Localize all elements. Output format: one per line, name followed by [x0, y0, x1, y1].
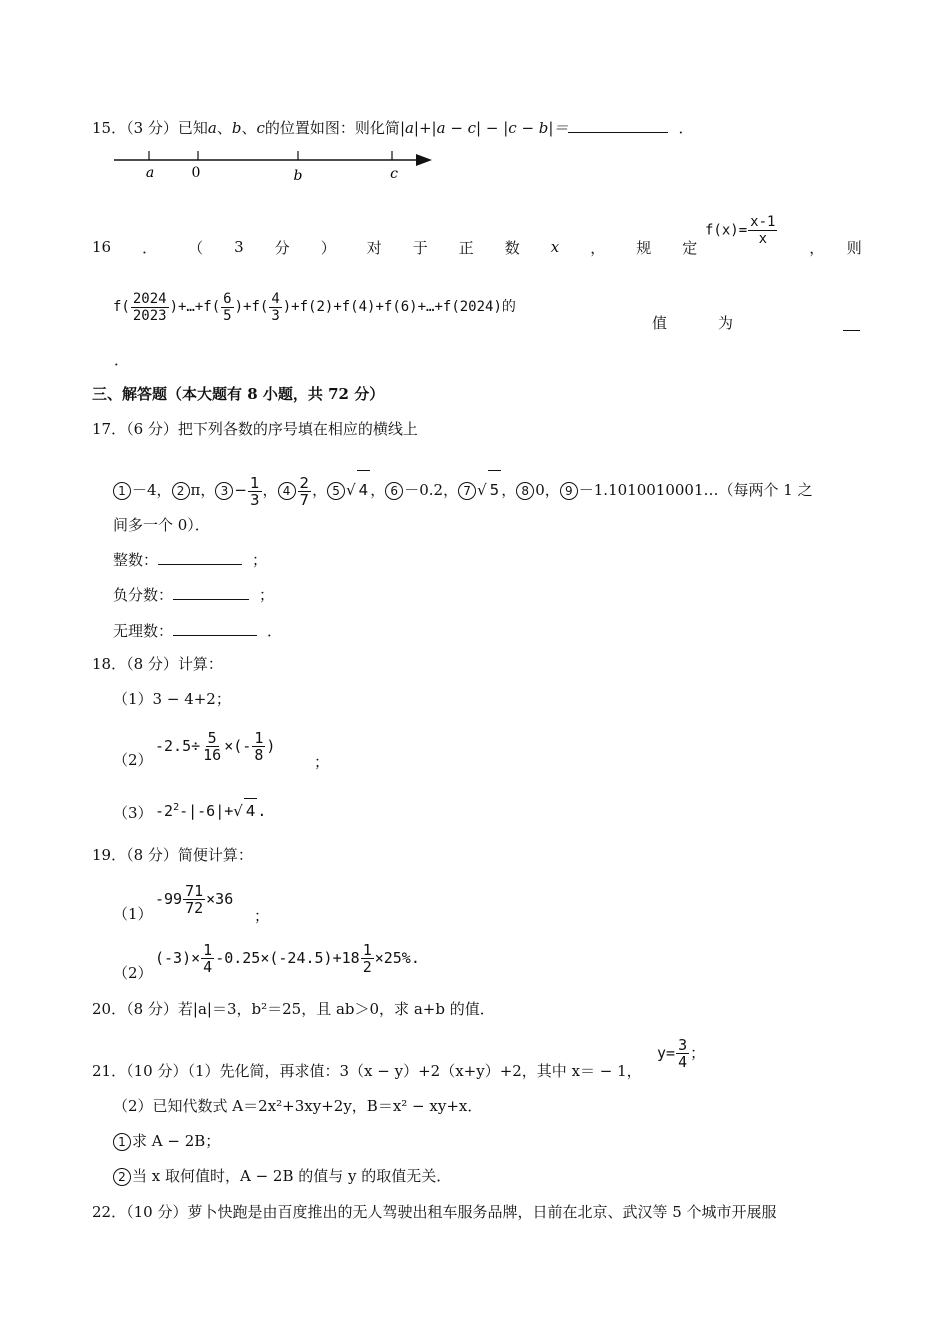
q19-p1-a: -99 — [155, 890, 183, 908]
q15-var-a: a — [207, 119, 217, 137]
q15-var-b: b — [231, 119, 242, 137]
q18-part-2-end: ； — [314, 753, 330, 771]
q17-item-3-mark: 3 — [215, 482, 233, 500]
q17-item-9: －1.1010010001…（每两个 1 之 — [578, 481, 813, 499]
q20-number: 20． — [92, 1000, 127, 1018]
q17-continuation: 间多一个 0）． — [113, 516, 210, 534]
q15-score: （3 分） — [126, 119, 178, 137]
q16-zhi: 值 — [652, 314, 668, 332]
q17-negfrac-end: ； — [259, 586, 275, 604]
q18-p3-a: -2 — [155, 802, 174, 820]
q17-integer-blank[interactable] — [158, 550, 242, 565]
q21-y-value — [657, 1034, 705, 1072]
q16-frac-3-num: 4 — [271, 290, 280, 307]
q17-item-3-num: 1 — [249, 473, 260, 492]
q16-frac-1 — [131, 291, 169, 324]
q17-item-7-radicand: 5 — [488, 470, 502, 509]
q21-sub-2-mark: 2 — [113, 1168, 131, 1186]
q16-word-6: 定 — [682, 238, 698, 257]
q21-y-frac-den: 4 — [678, 1053, 688, 1071]
q17-item-2-mark: 2 — [172, 482, 190, 500]
q15-var-c: c — [256, 119, 265, 137]
q18-text: 计算： — [177, 655, 223, 673]
q22-line — [92, 1202, 777, 1222]
q17-item-1-mark: 1 — [113, 482, 131, 500]
q18-p2-frac-2 — [252, 730, 265, 763]
q19-p2-frac-2 — [361, 942, 374, 975]
q16-expr-tail: )+f(2)+f(4)+f(6)+…+f(2024)的 — [282, 299, 516, 315]
q17-item-3-sep: ， — [262, 481, 278, 499]
q21-part-1-end: ； — [690, 1044, 706, 1062]
q17-number: 17． — [92, 420, 127, 438]
q17-item-9-mark: 9 — [560, 482, 578, 500]
q16-frac-1-den: 2023 — [132, 307, 167, 324]
q17-item-3-neg: − — [234, 481, 247, 499]
q19-number: 19． — [92, 846, 127, 864]
q22-score: （10 分） — [126, 1203, 188, 1221]
axis-arrow — [416, 154, 432, 166]
q19-score: （8 分） — [126, 846, 178, 864]
q18-part-3-label: （3） — [113, 804, 153, 822]
q17-item-3-frac — [248, 475, 262, 508]
q19-p1-frac-den: 72 — [185, 899, 204, 917]
q17-items — [113, 470, 813, 509]
q16-word-2: 于 — [412, 238, 428, 257]
q16-score-open: （ — [188, 238, 204, 257]
q18-p2-c: ) — [266, 737, 276, 755]
q18-p3-radicand: 4 — [244, 798, 258, 823]
q16-frac-3 — [269, 291, 281, 324]
q16-wei: 为 — [718, 314, 734, 332]
q19-p2-frac-2-den: 2 — [362, 958, 372, 976]
q21-y-frac-num: 3 — [678, 1036, 688, 1054]
q16-end: ． — [114, 351, 130, 369]
q21-part-1: （1）先化简，再求值：3（x − y）+2（x+y）+2，其中 x＝ − 1， — [187, 1062, 642, 1080]
q21-sub-2 — [113, 1166, 451, 1186]
q17-negfrac-blank[interactable] — [173, 585, 249, 600]
q16-number: 16 — [92, 238, 112, 256]
q16-f-fraction — [748, 214, 777, 247]
q16-f-num: x-1 — [750, 214, 776, 230]
q18-p3-b: -|-6|+ — [179, 802, 234, 820]
q17-item-7-sep: ， — [501, 481, 517, 499]
q16-frac-2 — [221, 291, 233, 324]
q15-sep2: 、 — [241, 119, 257, 137]
q16-definition — [705, 214, 778, 247]
q17-item-4-frac — [298, 475, 312, 508]
q21-part-2: （2）已知代数式 A＝2x²+3xy+2y，B＝x² − xy+x． — [113, 1097, 483, 1115]
q17-item-5-mark: 5 — [327, 482, 345, 500]
q20-score: （8 分） — [126, 1000, 178, 1018]
q19-p2-frac-2-num: 1 — [362, 941, 372, 959]
q18-number: 18． — [92, 655, 127, 673]
q20-text: 若|a|＝3，b²＝25，且 ab＞0，求 a+b 的值． — [177, 1000, 495, 1018]
q16-frac-3-den: 3 — [271, 307, 280, 324]
q18-p2-a: -2.5÷ — [155, 737, 201, 755]
q18-p2-frac-1-num: 5 — [207, 729, 217, 747]
q15-number-line — [110, 146, 440, 186]
q16-frac-1-num: 2024 — [132, 290, 167, 307]
q18-p2-b: ×(- — [224, 737, 252, 755]
q16-word-5: 规 — [636, 238, 652, 257]
q22-text: 萝卜快跑是由百度推出的无人驾驶出租车服务品牌，日前在北京、武汉等 5 个城市开展服 — [187, 1203, 777, 1221]
q17-item-4-num: 2 — [299, 473, 310, 492]
q18-p2-frac-1 — [201, 730, 223, 763]
q16-word-3: 正 — [458, 238, 474, 257]
q17-integer-end: ； — [252, 551, 268, 569]
q18-score: （8 分） — [126, 655, 178, 673]
q21-sub-1 — [113, 1131, 220, 1151]
q20-line — [92, 999, 495, 1019]
q18-header — [92, 654, 223, 674]
q19-part-1-end: ； — [254, 907, 270, 925]
q21-number: 21． — [92, 1062, 127, 1080]
q16-f-prefix: f(x)= — [705, 222, 748, 239]
q17-integer-row — [113, 550, 267, 570]
q16-word-4: 数 — [504, 238, 520, 257]
q19-header — [92, 845, 253, 865]
q15-sep1: 、 — [216, 119, 232, 137]
q18-p2-frac-1-den: 16 — [203, 746, 222, 764]
q17-negfrac-label: 负分数： — [113, 586, 174, 604]
section-3-heading: 三、解答题（本大题有 8 小题，共 72 分） — [92, 385, 385, 403]
q21-score: （10 分） — [126, 1062, 188, 1080]
q19-p2-frac-1 — [201, 942, 214, 975]
q17-irrational-row — [113, 621, 282, 641]
q15-expression: |a|+|a − c| − |c − b|＝ — [399, 119, 569, 137]
q16-expr-f: f( — [113, 299, 130, 315]
q15-end: ． — [678, 119, 694, 137]
q17-text: 把下列各数的序号填在相应的横线上 — [177, 420, 418, 438]
q22-number: 22． — [92, 1203, 127, 1221]
q16-expression — [113, 287, 516, 327]
q17-score: （6 分） — [126, 420, 178, 438]
q16-frac-2-num: 6 — [223, 290, 232, 307]
label-b: b — [293, 168, 303, 184]
q17-item-5-sep: ， — [370, 481, 386, 499]
q17-item-8: 0， — [535, 481, 560, 499]
q19-text: 简便计算： — [177, 846, 253, 864]
q17-irrational-end: ． — [267, 622, 283, 640]
q16-score-unit: 分 — [274, 238, 290, 257]
q18-p2-frac-2-den: 8 — [254, 746, 264, 764]
q18-part-2-expr — [155, 728, 275, 764]
label-a: a — [145, 165, 155, 181]
q16-score-num: 3 — [234, 238, 244, 256]
q18-part-1: （1）3 − 4+2； — [113, 690, 231, 708]
q16-expr-mid2: )+f( — [234, 299, 269, 315]
q18-p3-exponent: 2 — [173, 802, 180, 813]
q18-p2-frac-2-num: 1 — [254, 729, 264, 747]
q17-item-4-mark: 4 — [278, 482, 296, 500]
q19-p2-frac-1-num: 1 — [203, 941, 213, 959]
q17-item-8-mark: 8 — [516, 482, 534, 500]
q19-p2-a: (-3)× — [155, 949, 201, 967]
q17-item-6-mark: 6 — [385, 482, 403, 500]
q17-irrational-blank[interactable] — [173, 621, 257, 636]
q17-item-3-den: 3 — [249, 490, 260, 509]
q19-p2-c: ×25% — [374, 949, 411, 967]
q19-p1-frac-num: 71 — [185, 882, 204, 900]
q19-p2-frac-1-den: 4 — [203, 958, 213, 976]
q16-frac-2-den: 5 — [223, 307, 232, 324]
q17-item-7-mark: 7 — [458, 482, 476, 500]
q15-text-b: 的位置如图：则化简 — [264, 119, 400, 137]
q16-comma: ， — [590, 238, 606, 257]
q19-p1-b: ×36 — [206, 890, 234, 908]
q18-part-2-label: （2） — [113, 751, 153, 769]
q17-negfrac-row — [113, 585, 274, 605]
q17-item-2: π， — [190, 481, 216, 499]
q21-y-frac — [676, 1037, 689, 1070]
q19-part-1-expr — [155, 880, 233, 918]
q16-var-x: x — [550, 238, 560, 256]
q18-part-3-end: . — [257, 802, 267, 820]
q16-expr-mid1: )+…+f( — [169, 299, 221, 315]
q21-sub-2-text: 当 x 取何值时，A − 2B 的值与 y 的取值无关． — [132, 1167, 452, 1185]
q18-part-3-expr: $-2^2-|-6|+√$ 4 . — [155, 798, 266, 823]
q16-ze: ， 则 — [809, 238, 862, 257]
q16-f-den: x — [758, 231, 768, 247]
label-c: c — [390, 166, 398, 182]
q21-sub-1-text: 求 A − 2B； — [132, 1132, 221, 1150]
q19-part-2-label: （2） — [113, 964, 153, 982]
q17-irrational-label: 无理数： — [113, 622, 174, 640]
q19-part-1-label: （1） — [113, 905, 153, 923]
q21-line-1 — [92, 1061, 642, 1081]
q17-item-6: －0.2， — [404, 481, 459, 499]
q16-word-1: 对 — [366, 238, 382, 257]
q19-p1-frac — [183, 883, 205, 916]
q15-number: 15． — [92, 119, 127, 137]
q17-item-7-radical: √ 5 — [477, 481, 501, 499]
q19-part-2-end: . — [410, 949, 420, 967]
q16-score-close: ） — [320, 238, 336, 257]
q17-item-4-sep: ， — [312, 481, 328, 499]
q17-item-5-radicand: 4 — [357, 470, 371, 509]
q17-integer-label: 整数： — [113, 551, 159, 569]
q17-item-4-den: 7 — [299, 490, 310, 509]
q21-y-prefix: y= — [657, 1044, 676, 1062]
q19-p2-b: -0.25×(-24.5)+18 — [215, 949, 360, 967]
q15-answer-blank[interactable] — [568, 118, 668, 133]
q15-line — [92, 118, 693, 138]
q21-sub-1-mark: 1 — [113, 1133, 131, 1151]
q16-answer-blank[interactable] — [843, 330, 860, 331]
q19-part-2-expr — [155, 938, 420, 978]
q16-dot: ． — [142, 238, 158, 257]
q17-item-1: －4， — [132, 481, 172, 499]
label-zero: 0 — [191, 165, 201, 181]
q17-item-5-radical: √ 4 — [346, 481, 370, 499]
q15-text-a: 已知 — [177, 119, 208, 137]
q17-header — [92, 419, 418, 439]
